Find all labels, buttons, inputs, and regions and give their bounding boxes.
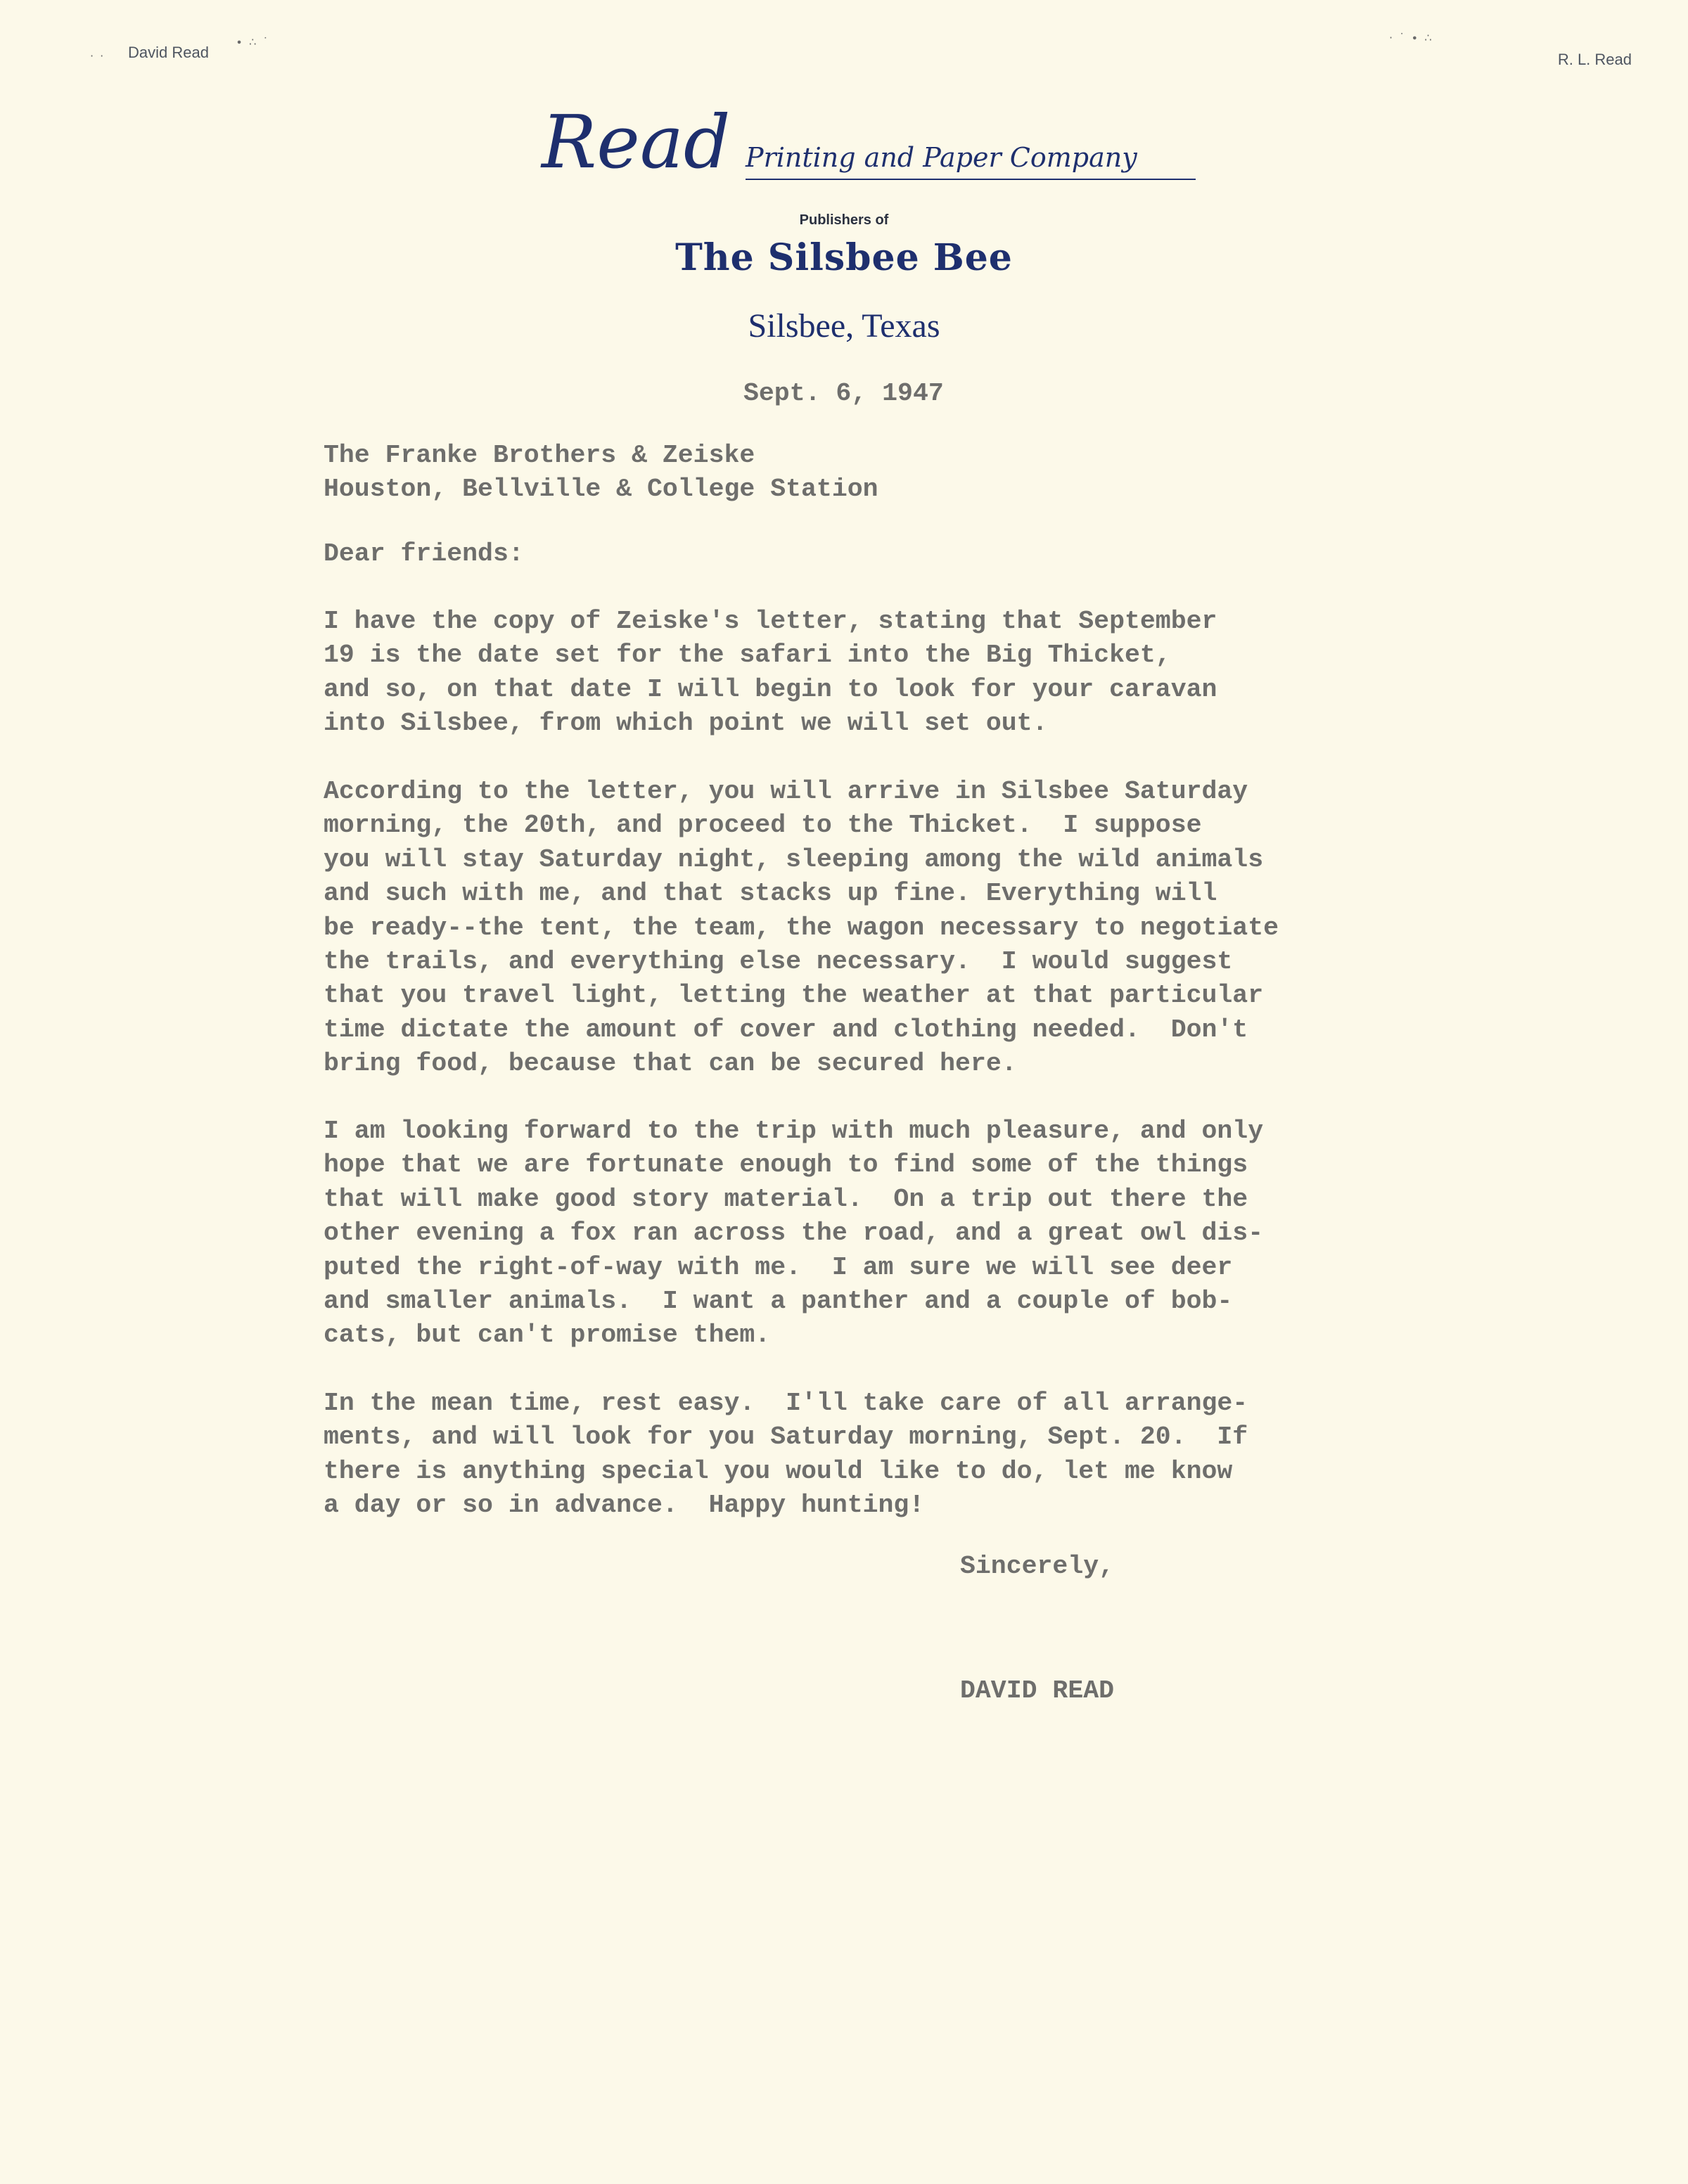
corner-note-right: R. L. Read [1557, 51, 1632, 68]
signer-name: DAVID READ [960, 1676, 1115, 1705]
recipient-address [324, 439, 878, 507]
text-line: other evening a fox ran across the road, and a great owl dis- [324, 1219, 1264, 1248]
text-line: that you travel light, letting the weather at that particular [324, 981, 1264, 1010]
text-line: time dictate the amount of cover and clothing needed. Don't [324, 1015, 1248, 1044]
address-line: The Franke Brothers & Zeiske [324, 441, 755, 470]
text-line: In the mean time, rest easy. I'll take care of all arrange- [324, 1389, 1248, 1418]
company-name-rest: Printing and Paper Company [746, 142, 1137, 173]
ink-speck: · · [90, 49, 106, 63]
text-line: and so, on that date I will begin to look for your caravan [324, 674, 1217, 704]
ink-speck: ∙ ∴ ˙ [236, 35, 270, 49]
text-line: I have the copy of Zeiske's letter, stating that September [324, 607, 1217, 636]
text-line: and smaller animals. I want a panther and a couple of bob- [324, 1287, 1233, 1316]
paragraph-2 [324, 775, 1279, 1081]
ink-speck: · ˙ ∙ ∴ [1389, 31, 1433, 44]
salutation: Dear friends: [324, 539, 524, 568]
paragraph-4 [324, 1387, 1248, 1523]
text-line: into Silsbee, from which point we will set out. [324, 709, 1048, 738]
text-line: cats, but can't promise them. [324, 1321, 771, 1350]
address-line: Houston, Bellville & College Station [324, 475, 878, 504]
text-line: morning, the 20th, and proceed to the Thicket. I suppose [324, 811, 1202, 840]
text-line: I am looking forward to the trip with much pleasure, and only [324, 1117, 1264, 1145]
corner-note-left: David Read [128, 44, 209, 61]
text-line: the trails, and everything else necessary. I would suggest [324, 947, 1233, 977]
text-line: puted the right-of-way with me. I am sure we will see deer [324, 1252, 1233, 1282]
paragraph-1 [324, 605, 1217, 741]
letter-date: Sept. 6, 1947 [743, 379, 944, 408]
company-name-script: Read [542, 99, 731, 185]
publishers-label: Publishers of [799, 212, 889, 228]
text-line: there is anything special you would like to do, let me know [324, 1456, 1233, 1486]
text-line: hope that we are fortunate enough to find some of the things [324, 1150, 1248, 1180]
text-line: you will stay Saturday night, sleeping among the wild animals [324, 844, 1264, 874]
text-line: 19 is the date set for the safari into the Big Thicket, [324, 641, 1171, 670]
closing: Sincerely, [960, 1552, 1115, 1581]
text-line: that will make good story material. On a trip out there the [324, 1184, 1248, 1214]
newspaper-name: The Silsbee Bee [675, 236, 1013, 279]
text-line: be ready--the tent, the team, the wagon necessary to negotiate [324, 913, 1279, 942]
text-line: and such with me, and that stacks up fine. Everything will [324, 879, 1217, 908]
text-line: bring food, because that can be secured here. [324, 1049, 1017, 1079]
text-line: According to the letter, you will arrive in Silsbee Saturday [324, 777, 1248, 806]
paragraph-3 [324, 1115, 1263, 1353]
text-line: ments, and will look for you Saturday morning, Sept. 20. If [324, 1422, 1248, 1452]
text-line: a day or so in advance. Happy hunting! [324, 1491, 925, 1520]
letterhead-rule [746, 179, 1196, 180]
letterhead-location: Silsbee, Texas [748, 307, 940, 345]
